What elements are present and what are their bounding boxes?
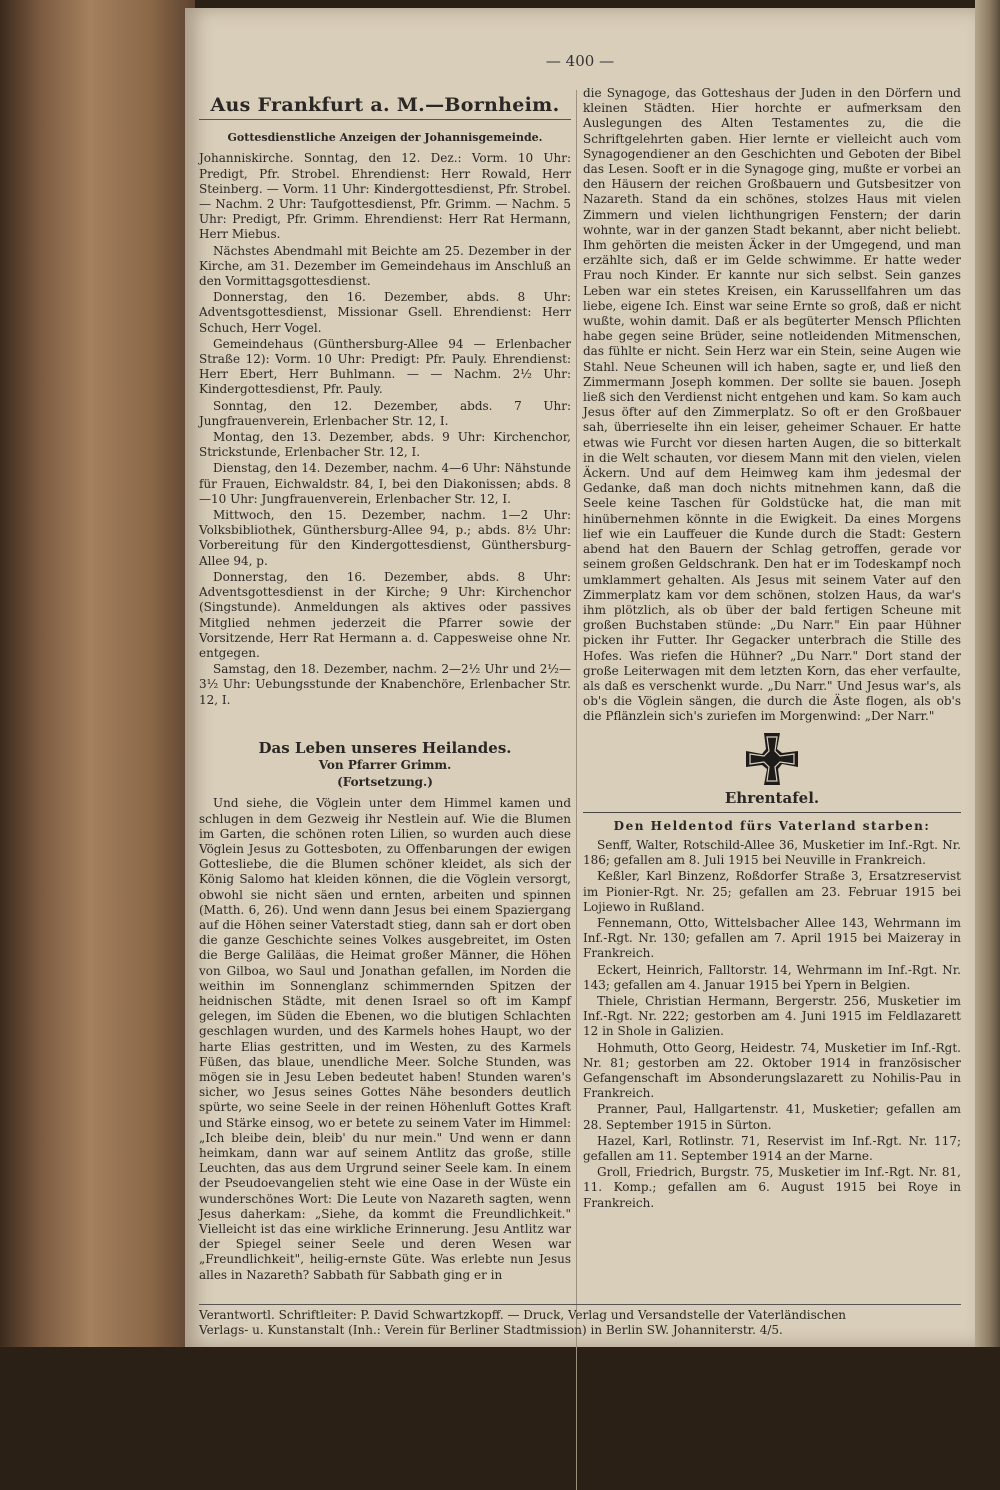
page-edge — [975, 0, 1000, 1347]
announcement-paragraph: Donnerstag, den 16. Dezember, abds. 8 Uhr: Adventsgottesdienst, Missionar Gsell. Ehrendienst: Herr Schuch, Herr Vogel. — [199, 290, 571, 335]
spacer — [199, 709, 571, 741]
announcement-paragraph: Nächstes Abendmahl mit Beichte am 25. Dezember in der Kirche, am 31. Dezember im Gemeindehaus im Anschluß an den Vormittagsgottesdienst. — [199, 243, 571, 289]
announcement-paragraph: Mittwoch, den 15. Dezember, nachm. 1—2 Uhr: Volksbibliothek, Günthersburg-Allee 94, p.; abds. 8½ Uhr: Vorbereitung für den Kindergottesdienst, Günthersburg-Allee 94, p. — [199, 508, 571, 568]
imprint-line: Verlags- u. Kunstanstalt (Inh.: Verein für Berliner Stadtmission) in Berlin SW. Johanniterstr. 4/5. — [199, 1323, 783, 1337]
honor-entry: Groll, Friedrich, Burgstr. 75, Musketier im Inf.-Rgt. Nr. 81, 11. Komp.; gefallen am 6. August 1915 bei Roye in Frankreich. — [583, 1165, 961, 1210]
announcement-paragraph: Dienstag, den 14. Dezember, nachm. 4—6 Uhr: Nähstunde für Frauen, Eichwaldstr. 84, I, bei den Diakonissen; abds. 8—10 Uhr: Jungfrauenverein, Erlenbacher Str. 12, I. — [199, 461, 571, 506]
article-title: Das Leben unseres Heilandes. — [258, 738, 512, 757]
article-body-continued: die Synagoge, das Gotteshaus der Juden in den Dörfern und kleinen Städten. Hier horchte er aufmerksam den Auslegungen des Alten Testamentes zu, die die Schriftgelehrten gaben. Hier lernte er vielleicht auch vom Synagogendiener an den Geschichten und Geboten der Bibel das Lesen. Sooft er in die Synagoge ging, mußte er vorbei an den Häusern der reichen Großbauern und Gutsbesitzer von Nazareth. Stand da ein schönes, stolzes Haus mit vielen Zimmern und vielen lichthungrigen Fenstern; der darin wohnte, war in der ganzen Stadt bekannt, aber nicht beliebt. Ihm gehörten die meisten Äcker in der Umgegend, und man erzählte sich, daß er im Gelde schwimme. Er hatte weder Frau noch Kinder. Er kannte nur sich selbst. Sein ganzes Leben war ein stetes Kreisen, ein Karussellfahren um das liebe, eigene Ich. Einst war seine Ernte so groß, daß er nicht wußte, wohin damit. Daß er als begüterter Mensch Pflichten habe gegen seine Brüder, seine notleidenden Mitmenschen, das fühlte er nicht. Sein Herz war ein Stein, seine Augen wie Stahl. Neue Scheunen will ich haben, sagte er, und ließ den Zimmermann Joseph kommen. Der sollte sie bauen. Joseph ließ sich den Verdienst nicht entgehen und kam. So kam auch Jesus öfter auf den Zimmerplatz. So oft er den Großbauer sah, überrieselte ihn ein leiser, geheimer Schauer. Er hatte etwas wie Furcht vor diesen harten Augen, die so bitterkalt in die Welt schauten, vor diesem Mann mit den vielen, vielen Äckern. Und auf dem Heimweg kam ihm jedesmal der Gedanke, daß man doch nichts mitnehmen kann, daß die Seele keine Taschen für Goldstücke hat, die man mit hinübernehmen könnte in die Ewigkeit. Da eines Morgens lief wie ein Lauffeuer die Kunde durch die Stadt: Gestern abend hat den Bauern der Schlag getroffen, gerade vor seinem großen Geldschrank. Den hat er im Todeskampf noch umklammert gehalten. Als Jesus mit seinem Vater auf den Zimmerplatz kam vor dem schönen, stolzen Haus, da war's ihm plötzlich, als ob über der bald fertigen Scheune mit großen Buchstaben stünde: „Du Narr." Ein paar Hühner picken ihr Futter. Ihr Gegacker unterbrach die Stille des Hofes. Was riefen die Hühner? „Du Narr." Dort stand der große Leiterwagen mit dem letzten Korn, das eher verfaulte, als daß es verschenkt wurde. „Du Narr." Und Jesus war's, als ob's die Vöglein sängen, die durch die Äste flogen, als ob's die Pflänzlein sich's zuriefen im Morgenwind: „Der Narr." — [583, 86, 961, 724]
honor-entry: Eckert, Heinrich, Falltorstr. 14, Wehrmann im Inf.-Rgt. Nr. 143; gefallen am 4. Januar 1915 bei Ypern in Belgien. — [583, 962, 961, 992]
announcement-paragraph: Samstag, den 18. Dezember, nachm. 2—2½ Uhr und 2½—3½ Uhr: Uebungsstunde der Knabenchöre, Erlenbacher Str. 12, I. — [199, 662, 571, 707]
announcement-paragraph: Gemeindehaus (Günthersburg-Allee 94 — Erlenbacher Straße 12): Vorm. 10 Uhr: Predigt: Pfr. Pauly. Ehrendienst: Herr Ebert, Herr Buhlmann. — — Nachm. 2½ Uhr: Kindergottesdienst, Pfr. Pauly. — [199, 336, 571, 397]
heading-rule — [199, 119, 571, 120]
book-spine — [0, 0, 195, 1347]
honor-roll-title: Ehrentafel. — [724, 788, 820, 807]
honor-entry: Pranner, Paul, Hallgartenstr. 41, Musketier; gefallen am 28. September 1915 in Sürton. — [583, 1102, 961, 1132]
right-column — [583, 86, 961, 1212]
article-continued: (Fortsetzung.) — [337, 775, 433, 790]
announcement-paragraph: Johanniskirche. Sonntag, den 12. Dez.: Vorm. 10 Uhr: Predigt, Pfr. Strobel. Ehrendienst: Herr Rowald, Herr Steinberg. — Vorm. 11 Uhr: Kindergottesdienst, Pfr. Strobel. — Nachm. 2 Uhr: Taufgottesdienst, Pfr. Grimm. — Nachm. 5 Uhr: Predigt, Pfr. Grimm. Ehrendienst: Herr Rat Hermann, Herr Miebus. — [199, 151, 571, 242]
column-divider — [576, 90, 577, 1490]
honor-entry: Hazel, Karl, Rotlinstr. 71, Reservist im Inf.-Rgt. Nr. 117; gefallen am 11. September 1914 an der Marne. — [583, 1133, 961, 1163]
honor-entry: Senff, Walter, Rotschild-Allee 36, Musketier im Inf.-Rgt. Nr. 186; gefallen am 8. Juli 1915 bei Neuville in Frankreich. — [583, 837, 961, 868]
imprint-footer — [199, 1304, 961, 1338]
imprint-line: Verantwortl. Schriftleiter: P. David Schwartzkopff. — Druck, Verlag und Versandstelle der Vaterländischen — [199, 1308, 847, 1322]
honor-entry: Fennemann, Otto, Wittelsbacher Allee 143, Wehrmann im Inf.-Rgt. Nr. 130; gefallen am 7. April 1915 bei Maizeray in Frankreich. — [583, 915, 961, 961]
announcement-paragraph: Sonntag, den 12. Dezember, abds. 7 Uhr: Jungfrauenverein, Erlenbacher Str. 12, I. — [199, 398, 571, 428]
honor-entry: Thiele, Christian Hermann, Bergerstr. 256, Musketier im Inf.-Rgt. Nr. 222; gestorben am 4. Juni 1915 im Feldlazarett 12 in Shole in Galizien. — [583, 993, 961, 1039]
honor-entry: Keßler, Karl Binzenz, Roßdorfer Straße 3, Ersatzreservist im Pionier-Rgt. Nr. 25; gefallen am 23. Februar 1915 bei Lojiewo in Rußland. — [583, 869, 961, 914]
honor-entry: Hohmuth, Otto Georg, Heidestr. 74, Musketier im Inf.-Rgt. Nr. 81; gestorben am 22. Oktober 1914 in französischer Gefangenschaft im Absonderungslazarett zu Nohilis-Pau in Frankreich. — [583, 1040, 961, 1101]
announcements-title: Gottesdienstliche Anzeigen der Johannisgemeinde. — [227, 131, 543, 145]
article-body: Und siehe, die Vöglein unter dem Himmel kamen und schlugen in dem Gezweig ihr Nestlein auf. Wie die Blumen im Garten, die schönen roten Lilien, so wurden auch diese Vöglein Jesus zu Gottesboten, zu Offenbarungen der ewigen Gottesliebe, die die Blumen schöner kleidet, als sich der König Salomo hat kleiden können, die die Vöglein versorgt, obwohl sie nicht säen und ernten, arbeiten und spinnen (Matth. 6, 26). Und wenn dann Jesus bei einem Spaziergang auf die Höhen seiner Vaterstadt stieg, dann sah er dort oben die ganze Geschichte seines Volkes ausgebreitet, im Osten die Berge Galiläas, die Heimat großer Männer, die Höhen von Gilboa, wo Saul und Jonathan gefallen, im Norden die weithin im Sonnenglanz schimmernden Spitzen der heidnischen Städte, mit denen Israel so oft im Kampf gelegen, im Süden die Ebenen, wo die blutigen Schlachten geschlagen wurden, und des Karmels hohes Haupt, wo der harte Elias gestritten, und im Westen, zu des Karmels Füßen, das blaue, unendliche Meer. Solche Stunden, was mögen sie in Jesu Leben bedeutet haben! Stunden waren's sicher, wo Jesus seines Gottes Nähe besonders deutlich spürte, wo seine Seele in der reinen Höhenluft Gottes Kraft und Stärke einsog, wo er betete zu seinem Vater im Himmel: „Ich bleibe dein, bleib' du nur mein." Und wenn er dann heimkam, dann war auf seinem Antlitz das große, stille Leuchten, das aus dem Urgrund seiner Seele kam. In einem der Pseudoevangelien steht wie eine Oase in der Wüste ein wunderschönes Wort: Die Leute von Nazareth sagten, wenn Jesus daherkam: „Siehe, da kommt die Freundlichkeit." Vielleicht ist das eine wirkliche Erinnerung. Jesu Antlitz war der Spiegel seiner Seele und deren Wesen war „Freundlichkeit", heilig-ernste Güte. Was erlebte nun Jesus alles in Nazareth? Sabbath für Sabbath ging er in — [199, 796, 571, 1282]
honor-rule — [583, 812, 961, 813]
announcement-paragraph: Donnerstag, den 16. Dezember, abds. 8 Uhr: Adventsgottesdienst in der Kirche; 9 Uhr: Kirchenchor (Singstunde). Anmeldungen als aktives oder passives Mitglied nehmen jederzeit die Pfarrer sowie der Vorsitzende, Herr Rat Hermann a. d. Cappesweise ohne Nr. entgegen. — [199, 569, 571, 660]
honor-roll-subtitle: Den Heldentod fürs Vaterland starben: — [613, 818, 931, 833]
left-column — [199, 94, 571, 1284]
section-heading: Aus Frankfurt a. M.—Bornheim. — [210, 94, 560, 116]
newspaper-page — [185, 8, 975, 1347]
page-number: — 400 — — [545, 52, 615, 70]
article-author: Von Pfarrer Grimm. — [318, 757, 452, 772]
iron-cross-icon — [744, 731, 800, 787]
announcement-paragraph: Montag, den 13. Dezember, abds. 9 Uhr: Kirchenchor, Strickstunde, Erlenbacher Str. 12, I. — [199, 430, 571, 460]
